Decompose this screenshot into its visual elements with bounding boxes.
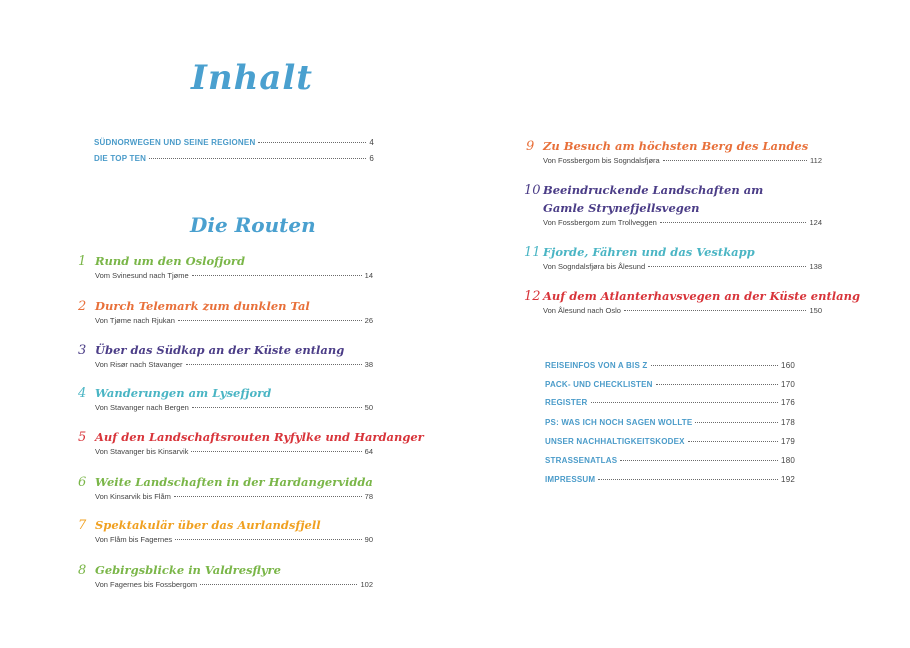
toc-entry-page: 6 <box>369 154 374 163</box>
toc-entry-top-ten[interactable] <box>94 154 374 163</box>
route-title: Fjorde, Fähren und das Vestkapp <box>543 245 755 259</box>
route-page: 124 <box>809 218 822 227</box>
route-number: 2 <box>78 299 87 314</box>
dot-leader <box>192 274 362 276</box>
toc-entry-label: REGISTER <box>545 398 588 407</box>
toc-entry-kodex[interactable] <box>545 437 795 446</box>
route-entry-2[interactable] <box>78 299 373 329</box>
route-subtitle: Vom Svinesund nach Tjøme <box>95 271 189 280</box>
route-subtitle: Von Ålesund nach Oslo <box>543 306 621 315</box>
route-number: 4 <box>78 386 87 401</box>
route-entry-7[interactable] <box>78 518 373 548</box>
route-subtitle: Von Fossbergom bis Sogndalsfjøra <box>543 156 660 165</box>
route-subtitle: Von Stavanger bis Kinsarvik <box>95 447 189 456</box>
route-page: 38 <box>364 360 373 369</box>
route-number: 6 <box>78 475 87 490</box>
route-subtitle-row <box>543 218 822 227</box>
route-subtitle: Von Fossbergom zum Trollveggen <box>543 218 657 227</box>
route-page: 112 <box>810 156 822 165</box>
route-number: 8 <box>78 563 87 578</box>
toc-entry-label: SÜDNORWEGEN UND SEINE REGIONEN <box>94 138 256 147</box>
route-title: Rund um den Oslofjord <box>95 254 245 268</box>
route-entry-11[interactable] <box>526 245 822 275</box>
toc-entry-label: PACK- UND CHECKLISTEN <box>545 380 653 389</box>
route-entry-1[interactable] <box>78 254 373 284</box>
toc-entry-checklisten[interactable] <box>545 380 795 389</box>
route-subtitle-row <box>543 262 822 271</box>
dot-leader <box>186 363 362 365</box>
route-title: Zu Besuch am höchsten Berg des Landes <box>543 139 809 153</box>
route-title: Durch Telemark zum dunklen Tal <box>95 299 310 313</box>
toc-entry-label: STRASSENATLAS <box>545 456 618 465</box>
route-number: 5 <box>78 430 87 445</box>
route-number: 7 <box>78 518 87 533</box>
route-number: 9 <box>526 139 535 154</box>
toc-entry-page: 170 <box>781 380 795 389</box>
dot-leader <box>174 495 362 497</box>
dot-leader <box>149 157 366 159</box>
toc-entry-page: 4 <box>369 138 374 147</box>
route-subtitle: Von Kinsarvik bis Flåm <box>95 492 171 501</box>
dot-leader <box>192 406 362 408</box>
toc-entry-ps[interactable] <box>545 418 795 427</box>
route-entry-8[interactable] <box>78 563 373 593</box>
title: Inhalt <box>191 58 313 98</box>
route-number: 12 <box>524 289 541 304</box>
route-entry-12[interactable] <box>524 289 861 319</box>
route-page: 64 <box>364 447 373 456</box>
route-page: 102 <box>360 580 373 589</box>
route-subtitle-row <box>95 580 373 589</box>
dot-leader <box>200 583 357 585</box>
route-title: Beeindruckende Landschaften am <box>543 183 764 197</box>
route-subtitle-row <box>95 360 373 369</box>
route-subtitle-row <box>95 447 373 456</box>
toc-entry-page: 178 <box>781 418 795 427</box>
toc-entry-page: 160 <box>781 361 795 370</box>
route-title: Spektakulär über das Aurlandsfjell <box>95 518 321 532</box>
toc-entry-register[interactable] <box>545 398 795 407</box>
route-subtitle: Von Risør nach Stavanger <box>95 360 183 369</box>
route-page: 138 <box>809 262 822 271</box>
route-entry-6[interactable] <box>78 475 373 505</box>
toc-entry-label: IMPRESSUM <box>545 475 596 484</box>
route-subtitle: Von Flåm bis Fagernes <box>95 535 173 544</box>
dot-leader <box>598 478 778 480</box>
toc-entry-label: DIE TOP TEN <box>94 154 147 163</box>
route-entry-9[interactable] <box>526 139 822 169</box>
route-entry-10[interactable] <box>526 183 822 231</box>
route-subtitle-row <box>95 403 373 412</box>
toc-entry-strassenatlas[interactable] <box>545 456 795 465</box>
route-subtitle: Von Fagernes bis Fossbergom <box>95 580 198 589</box>
dot-leader <box>695 421 778 423</box>
route-page: 50 <box>364 403 373 412</box>
dot-leader <box>178 319 362 321</box>
routes-heading: Die Routen <box>190 213 316 237</box>
route-subtitle: Von Sogndalsfjøra bis Ålesund <box>543 262 646 271</box>
route-number: 11 <box>524 245 541 260</box>
route-page: 78 <box>364 492 373 501</box>
toc-entry-label: PS: WAS ICH NOCH SAGEN WOLLTE <box>545 418 693 427</box>
route-number: 3 <box>78 343 87 358</box>
route-title: Auf dem Atlanterhavsvegen an der Küste entlang <box>543 289 861 303</box>
route-entry-5[interactable] <box>78 430 424 460</box>
dot-leader <box>651 364 779 366</box>
route-page: 150 <box>809 306 822 315</box>
route-subtitle-row <box>95 535 373 544</box>
route-subtitle: Von Tjøme nach Rjukan <box>95 316 175 325</box>
dot-leader <box>175 538 362 540</box>
route-page: 90 <box>364 535 373 544</box>
route-title: Über das Südkap an der Küste entlang <box>95 343 345 357</box>
dot-leader <box>258 141 366 143</box>
route-subtitle-row <box>95 316 373 325</box>
toc-entry-page: 180 <box>781 456 795 465</box>
route-subtitle-row <box>543 306 822 315</box>
route-number: 10 <box>524 183 541 198</box>
toc-entry-label: UNSER NACHHALTIGKEITSKODEX <box>545 437 685 446</box>
route-title: Wanderungen am Lysefjord <box>95 386 272 400</box>
route-subtitle-row <box>543 156 822 165</box>
toc-entry-page: 192 <box>781 475 795 484</box>
toc-entry-label: REISEINFOS VON A BIS Z <box>545 361 648 370</box>
dot-leader <box>656 383 778 385</box>
toc-entry-page: 179 <box>781 437 795 446</box>
dot-leader <box>620 459 778 461</box>
toc-entry-regions[interactable] <box>94 138 374 147</box>
route-subtitle-row <box>95 271 373 280</box>
dot-leader <box>663 159 807 161</box>
toc-entry-impressum[interactable] <box>545 475 795 484</box>
route-title: Gebirgsblicke in Valdresflyre <box>95 563 281 577</box>
dot-leader <box>660 221 807 223</box>
route-subtitle: Von Stavanger nach Bergen <box>95 403 189 412</box>
route-title: Weite Landschaften in der Hardangervidda <box>95 475 373 489</box>
route-entry-4[interactable] <box>78 386 373 416</box>
route-number: 1 <box>78 254 87 269</box>
route-subtitle-row <box>95 492 373 501</box>
dot-leader <box>191 450 361 452</box>
dot-leader <box>591 401 779 403</box>
dot-leader <box>624 309 807 311</box>
route-page: 14 <box>364 271 373 280</box>
toc-entry-page: 176 <box>781 398 795 407</box>
route-entry-3[interactable] <box>78 343 373 373</box>
route-title-line-2: Gamle Strynefjellsvegen <box>543 201 700 215</box>
route-page: 26 <box>364 316 373 325</box>
dot-leader <box>688 440 778 442</box>
dot-leader <box>648 265 806 267</box>
toc-entry-reiseinfos[interactable] <box>545 361 795 370</box>
route-title: Auf den Landschaftsrouten Ryfylke und Hardanger <box>95 430 424 444</box>
